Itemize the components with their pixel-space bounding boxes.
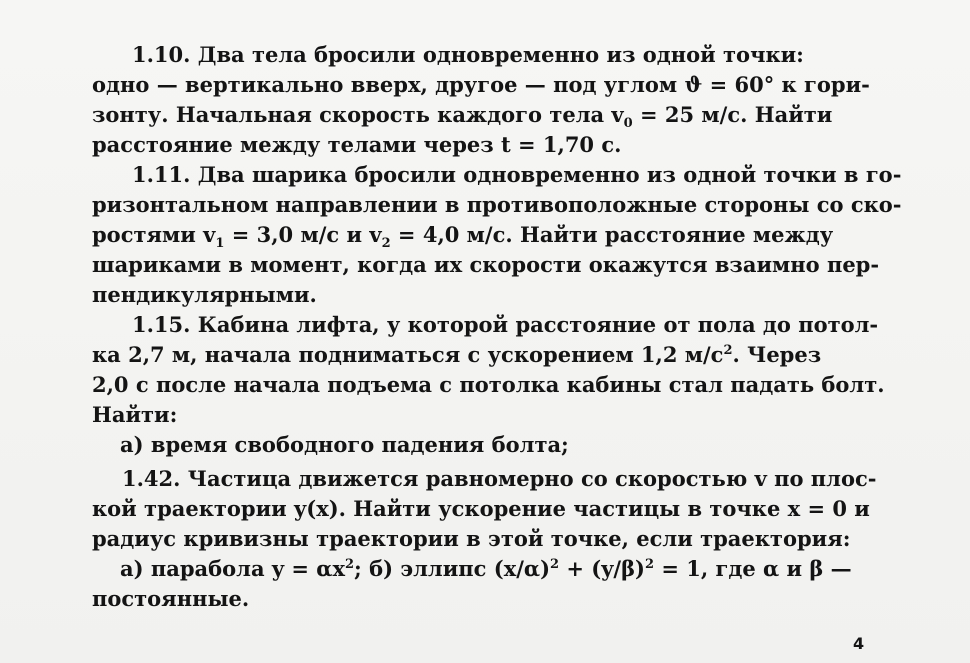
text: ка 2,7 м, начала подниматься с ускорением 1,2 м/с bbox=[92, 342, 724, 367]
text: а) парабола y = αx bbox=[120, 556, 345, 581]
text: = 25 м/с. Найти bbox=[632, 102, 833, 127]
problem-number: 1.42. bbox=[122, 466, 181, 491]
text: + (y/β) bbox=[559, 556, 645, 581]
problem-1-10-line-1 bbox=[92, 40, 912, 70]
problems-text bbox=[92, 40, 912, 614]
problem-1-42-line-3 bbox=[92, 524, 912, 554]
text: ризонтальном направлении в противоположные стороны со ско- bbox=[92, 192, 902, 217]
superscript: 2 bbox=[723, 343, 733, 358]
text: шариками в момент, когда их скорости окажутся взаимно пер- bbox=[92, 252, 880, 277]
problem-1-15-line-4 bbox=[92, 400, 912, 430]
text: одно — вертикально вверх, другое — под углом ϑ = 60° к гори- bbox=[92, 72, 870, 97]
problem-1-11-line-3 bbox=[92, 220, 912, 250]
problem-1-15-line-2 bbox=[92, 340, 912, 370]
subscript: 0 bbox=[623, 116, 633, 132]
problem-1-42-line-5 bbox=[92, 584, 912, 614]
text: радиус кривизны траектории в этой точке, если траектория: bbox=[92, 526, 851, 551]
problem-1-10-line-4 bbox=[92, 130, 912, 160]
text: Частица движется равномерно со скоростью v по плос- bbox=[187, 466, 877, 491]
text: постоянные. bbox=[92, 586, 250, 611]
text: пендикулярными. bbox=[92, 282, 317, 307]
corner-mark: 4 bbox=[853, 634, 865, 653]
problem-1-10-line-2 bbox=[92, 70, 912, 100]
superscript: 2 bbox=[344, 557, 355, 572]
problem-1-11-line-4 bbox=[92, 250, 912, 280]
problem-1-42-line-2 bbox=[92, 494, 912, 524]
problem-number: 1.11. bbox=[132, 162, 191, 187]
subscript: 2 bbox=[381, 236, 391, 252]
text: Кабина лифта, у которой расстояние от пола до потол- bbox=[197, 312, 879, 337]
text: Два шарика бросили одновременно из одной точки в го- bbox=[197, 162, 902, 187]
text: кой траектории y(x). Найти ускорение частицы в точке x = 0 и bbox=[92, 496, 870, 521]
text: ростями v bbox=[92, 222, 216, 247]
text: . Через bbox=[732, 342, 822, 367]
problem-1-15-line-3 bbox=[92, 370, 912, 400]
text: ; б) эллипс (x/α) bbox=[354, 556, 550, 581]
subscript: 1 bbox=[215, 236, 225, 252]
superscript: 2 bbox=[550, 557, 560, 572]
text: зонту. Начальная скорость каждого тела v bbox=[92, 102, 624, 127]
text: расстояние между телами через t = 1,70 с. bbox=[92, 132, 622, 157]
problem-1-15-line-1 bbox=[92, 310, 912, 340]
text: = 1, где α и β — bbox=[654, 556, 852, 581]
problem-1-42-line-4 bbox=[92, 554, 912, 584]
problem-1-11-line-5 bbox=[92, 280, 912, 310]
text: = 4,0 м/с. Найти расстояние между bbox=[390, 222, 834, 247]
problem-1-15-line-5 bbox=[92, 430, 912, 460]
text: = 3,0 м/с и v bbox=[224, 222, 382, 247]
problem-1-10-line-3 bbox=[92, 100, 912, 130]
problem-number: 1.15. bbox=[132, 312, 191, 337]
problem-1-42-line-1 bbox=[92, 464, 912, 494]
problem-number: 1.10. bbox=[132, 42, 191, 67]
problem-1-11-line-2 bbox=[92, 190, 912, 220]
superscript: 2 bbox=[644, 557, 655, 572]
text: Два тела бросили одновременно из одной точки: bbox=[197, 42, 804, 67]
text: Найти: bbox=[92, 402, 178, 427]
text: а) время свободного падения болта; bbox=[120, 432, 569, 457]
problem-1-11-line-1 bbox=[92, 160, 912, 190]
text: 2,0 с после начала подъема с потолка кабины стал падать болт. bbox=[92, 372, 885, 397]
